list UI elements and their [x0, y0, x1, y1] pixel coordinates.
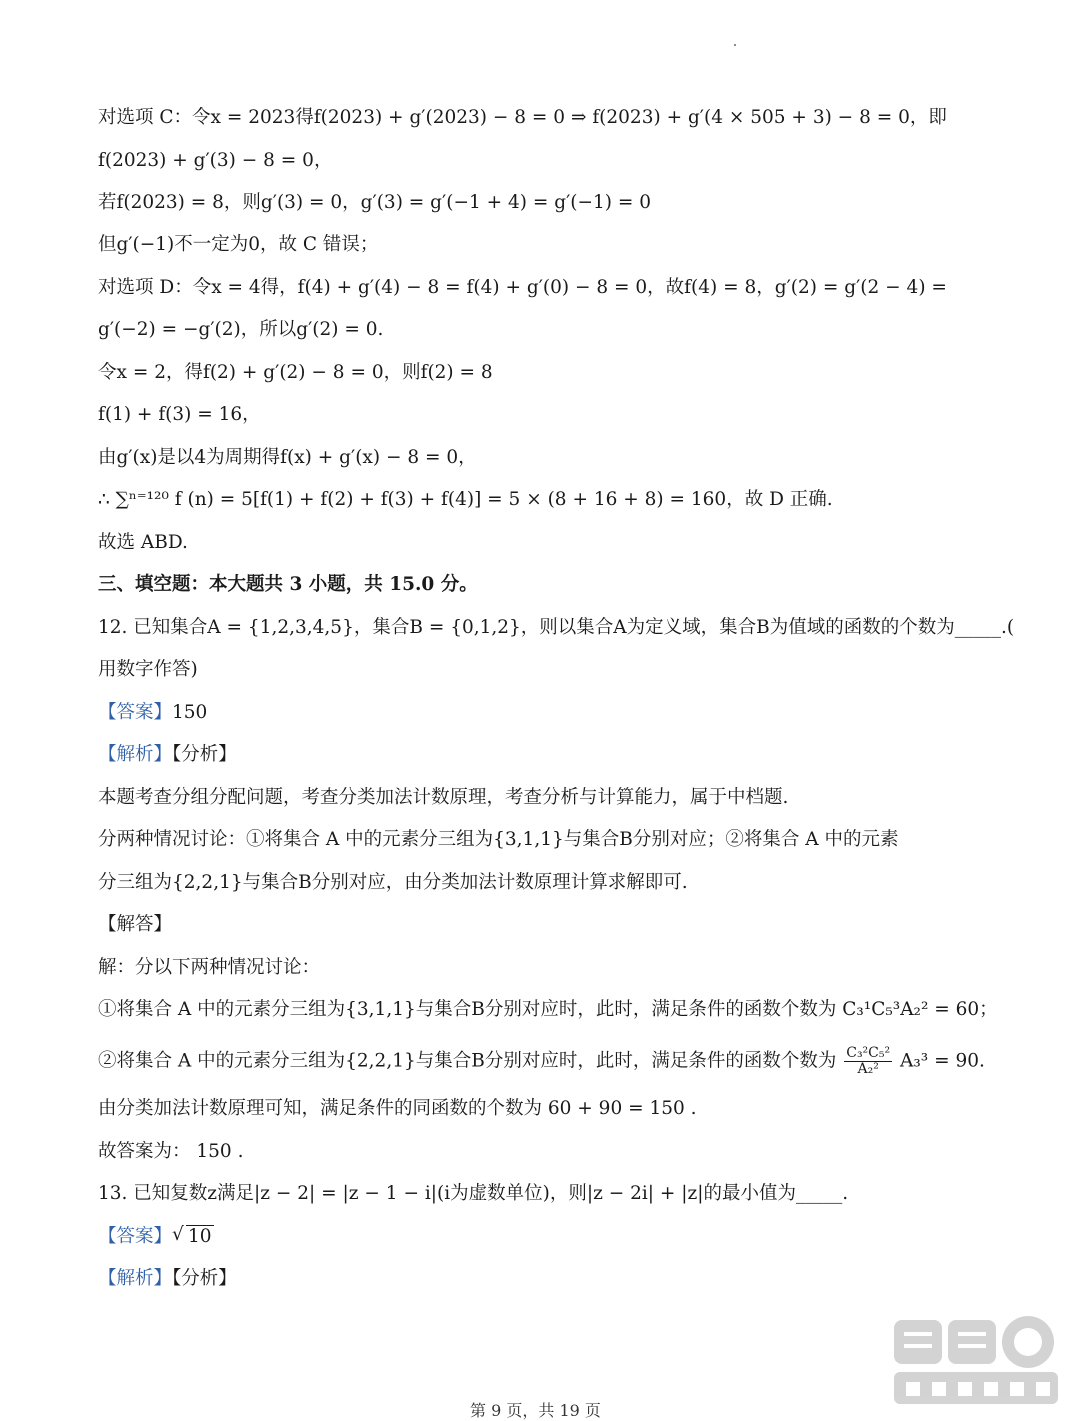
- answer-line: [98, 1224, 998, 1250]
- formula-text: ②将集合 A 中的元素分三组为{2,2,1}与集合B分别对应时，此时，满足条件的函数个数为: [98, 1050, 837, 1072]
- text-line: 若f(2023) = 8，则g′(3) = 0，g′(3) = g′(−1 + 4) = g′(−1) = 0: [98, 192, 652, 213]
- text-line: 由分类加法计数原理可知，满足条件的同函数的个数为 60 + 90 = 150 .: [98, 1098, 697, 1119]
- answer-value: 150: [172, 702, 208, 723]
- fraction: [844, 1046, 892, 1077]
- text-line: 但g′(−1)不一定为0，故 C 错误；: [98, 234, 379, 255]
- analysis-line: [98, 742, 998, 768]
- scan-dot: [734, 44, 736, 46]
- text-line: 本题考查分组分配问题，考查分类加法计数原理，考查分析与计算能力，属于中档题.: [98, 787, 789, 808]
- analysis-line: [98, 1266, 998, 1292]
- question-13: 13. 已知复数z满足|z − 2| = |z − 1 − i|(i为虚数单位)，则|z − 2i| + |z|的最小值为_____.: [98, 1183, 849, 1204]
- text-line: f(1) + f(3) = 16，: [98, 404, 261, 425]
- text-line: 对选项 C：令x = 2023得f(2023) + g′(2023) − 8 = 0 ⇒ f(2023) + g′(4 × 505 + 3) − 8 = 0，即: [98, 107, 947, 128]
- formula-line: [98, 1045, 998, 1077]
- question-12: 12. 已知集合A = {1,2,3,4,5}，集合B = {0,1,2}，则以集合A为定义域，集合B为值域的函数的个数为_____.(: [98, 617, 1015, 638]
- section-heading: 三、填空题：本大题共 3 小题，共 15.0 分。: [98, 574, 478, 595]
- watermark-logo: [892, 1310, 1062, 1408]
- text-line: 解：分以下两种情况讨论：: [98, 957, 321, 978]
- radicand: 10: [188, 1226, 212, 1247]
- text-line: ①将集合 A 中的元素分三组为{3,1,1}与集合B分别对应时，此时，满足条件的函数个数为 C₃¹C₅³A₂² = 60；: [98, 999, 998, 1020]
- solution-tag: 【解答】: [98, 914, 173, 935]
- analysis-subtag: 【分析】: [172, 1268, 237, 1289]
- sqrt-expression: [172, 1224, 214, 1250]
- text-line: 对选项 D：令x = 4得，f(4) + g′(4) − 8 = f(4) + g′(0) − 8 = 0，故f(4) = 8，g′(2) = g′(2 − 4) =: [98, 277, 947, 298]
- answer-line: [98, 700, 998, 726]
- fraction-denominator: A₂²: [857, 1061, 879, 1077]
- analysis-tag: 【解析】: [98, 744, 173, 765]
- text-line: 故答案为： 150 .: [98, 1141, 244, 1162]
- fraction-numerator: C₃²C₅²: [846, 1045, 891, 1061]
- text-line: 故选 ABD.: [98, 532, 188, 553]
- text-line: 由g′(x)是以4为周期得f(x) + g′(x) − 8 = 0，: [98, 447, 477, 468]
- answer-tag: 【答案】: [98, 702, 173, 723]
- text-line: ∴ ∑ⁿ⁼¹²⁰ f (n) = 5[f(1) + f(2) + f(3) + f(4)] = 5 × (8 + 16 + 8) = 160，故 D 正确.: [98, 489, 833, 510]
- text-line: 分两种情况讨论：①将集合 A 中的元素分三组为{3,1,1}与集合B分别对应；②将集合 A 中的元素: [98, 829, 899, 850]
- analysis-subtag: 【分析】: [172, 744, 237, 765]
- formula-tail: A₃³ = 90.: [900, 1050, 985, 1072]
- answer-tag: 【答案】: [98, 1226, 173, 1247]
- text-line: f(2023) + g′(3) − 8 = 0，: [98, 150, 333, 171]
- text-line: g′(−2) = −g′(2)，所以g′(2) = 0.: [98, 319, 384, 340]
- analysis-tag: 【解析】: [98, 1268, 173, 1289]
- text-line: 用数字作答): [98, 659, 198, 680]
- text-line: 令x = 2，得f(2) + g′(2) − 8 = 0，则f(2) = 8: [98, 362, 493, 383]
- radical-sign: √: [172, 1224, 184, 1245]
- text-line: 分三组为{2,2,1}与集合B分别对应，由分类加法计数原理计算求解即可.: [98, 872, 688, 893]
- page-footer: 第 9 页，共 19 页: [470, 1401, 601, 1420]
